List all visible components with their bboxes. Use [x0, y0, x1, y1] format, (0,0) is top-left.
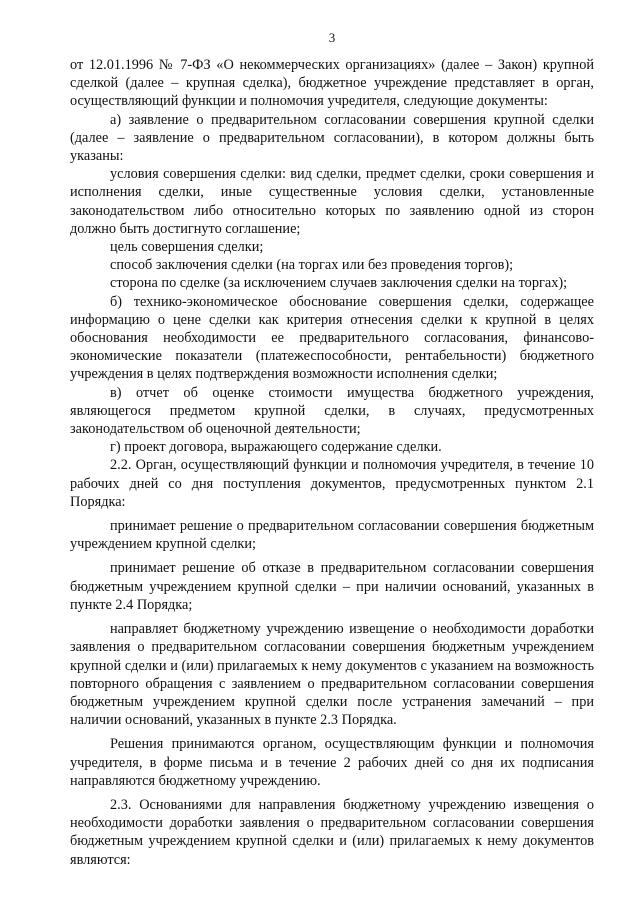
paragraph-deal-purpose: цель совершения сделки; — [110, 239, 264, 256]
paragraph-item-v: в) отчет об оценке стоимости имущества бюджетного учреждения, являющегося предметом крупной сделки, в случаях, предусмотренных законодательством об оценочной деятельности; — [70, 384, 594, 438]
document-body — [70, 56, 594, 869]
paragraph-item-b: б) технико-экономическое обоснование совершения сделки, содержащее информацию о цене сделки как критерия отнесения сделки к крупной в целях обоснования необходимости ее предварительного согласования, финансово-экономические показатели (платежеспособности, рентабельности) бюджетного учреждения в целях подтверждения возможности исполнения сделки; — [70, 293, 594, 383]
paragraph-section-2-3: 2.3. Основаниями для направления бюджетному учреждению извещения о необходимости доработки заявления о предварительном согласовании совершения бюджетным учреждением крупной сделки и (или) прилагаемых к нему документов являются: — [70, 796, 594, 868]
paragraph-decisions-form: Решения принимаются органом, осуществляющим функции и полномочия учредителя, в форме письма и в течение 2 рабочих дней со дня их подписания направляются бюджетному учреждению. — [70, 736, 594, 789]
paragraph-deal-conditions: условия совершения сделки: вид сделки, предмет сделки, сроки совершения и исполнения сделки, иные существенные условия сделки, установленные законодательством либо относительно которых по заявлению одной из сторон должно быть достигнуто соглашение; — [70, 166, 594, 237]
paragraph-deal-method: способ заключения сделки (на торгах или без проведения торгов); — [110, 257, 514, 274]
paragraph-item-a: а) заявление о предварительном согласовании совершения крупной сделки (далее – заявление о предварительном согласовании), в котором должны быть указаны: — [70, 111, 594, 165]
paragraph-item-g: г) проект договора, выражающего содержание сделки. — [110, 439, 442, 456]
paragraph-refusal-decision: принимает решение об отказе в предварительном согласовании совершения бюджетным учреждением крупной сделки – при наличии оснований, указанных в пункте 2.4 Порядка; — [70, 560, 594, 613]
paragraph-revision-notice: направляет бюджетному учреждению извещение о необходимости доработки заявления о предварительном согласовании совершения бюджетным учреждением крупной сделки и (или) прилагаемых к нему документов с указанием на возможность повторного обращения с заявлением о предварительном согласовании совершения бюджетным учреждением крупной сделки после устранения замечаний – при наличии оснований, указанных в пункте 2.3 Порядка. — [70, 621, 594, 729]
paragraph-deal-party: сторона по сделке (за исключением случаев заключения сделки на торгах); — [110, 275, 568, 292]
paragraph-intro-continuation: от 12.01.1996 № 7-ФЗ «О некоммерческих организациях» (далее – Закон) крупной сделкой (далее – крупная сделка), бюджетное учреждение представляет в орган, осуществляющий функции и полномочия учредителя, следующие документы: — [70, 57, 594, 110]
paragraph-approval-decision: принимает решение о предварительном согласовании совершения бюджетным учреждением крупной сделки; — [70, 518, 594, 553]
paragraph-section-2-2: 2.2. Орган, осуществляющий функции и полномочия учредителя, в течение 10 рабочих дней со дня поступления документов, предусмотренных пунктом 2.1 Порядка: — [70, 457, 594, 510]
page-number: 3 — [328, 30, 336, 45]
